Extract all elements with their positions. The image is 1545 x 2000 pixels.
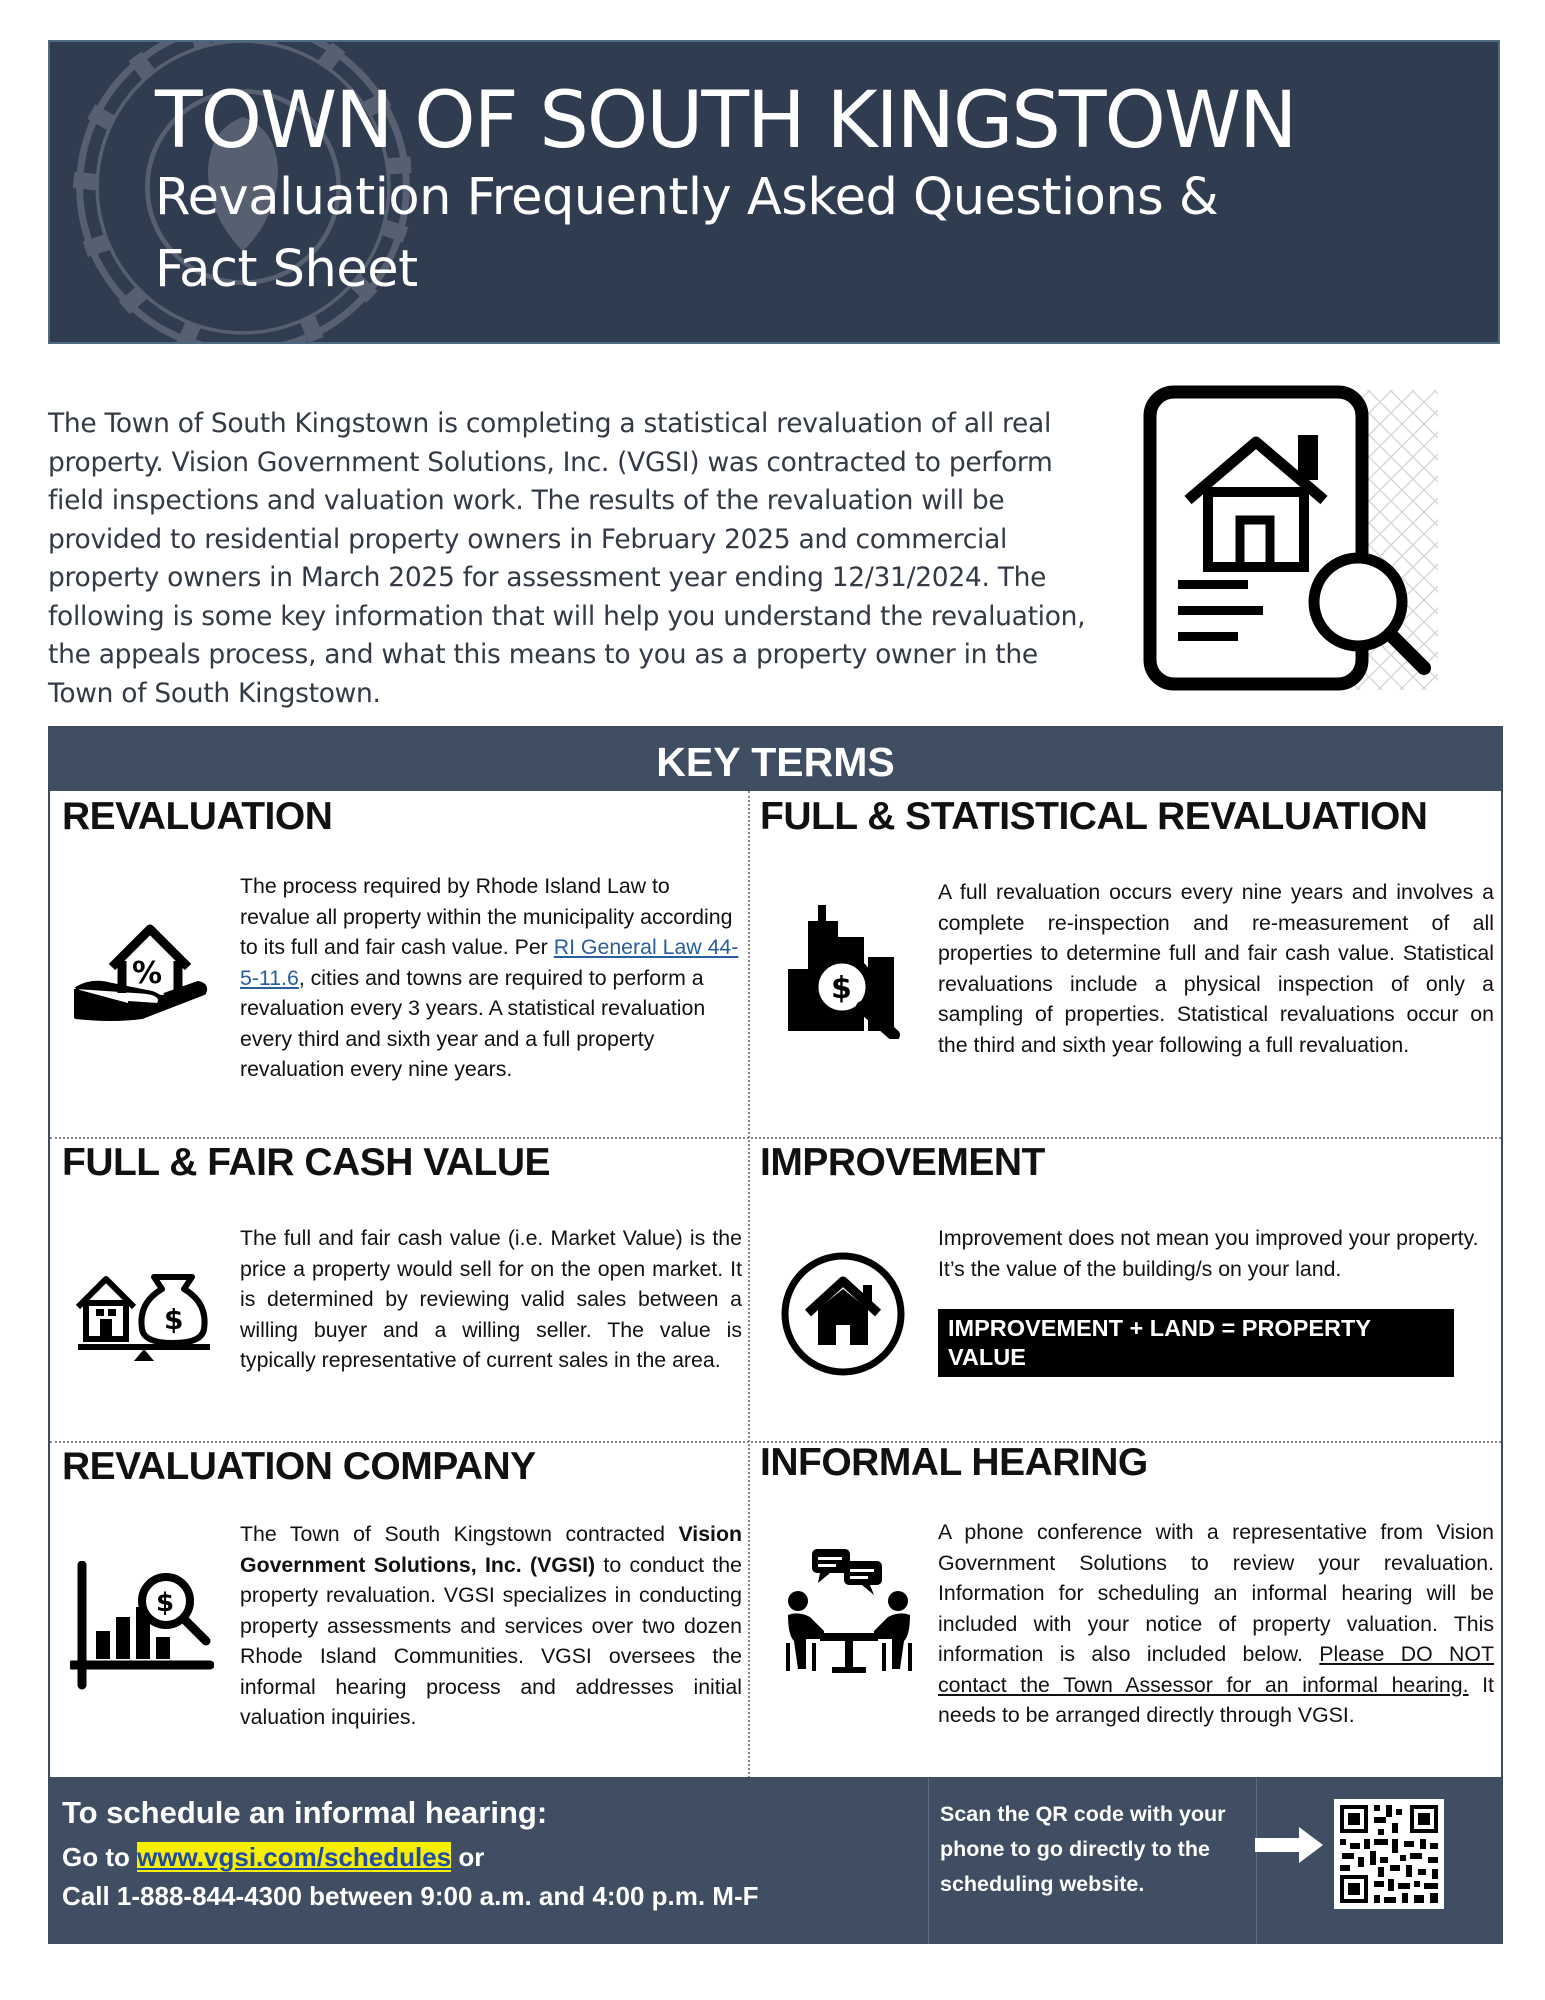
term-improvement bbox=[748, 1137, 1503, 1441]
ri-general-law-link[interactable]: RI General Law 44-5-11.6 bbox=[240, 935, 739, 990]
term-text: The process required by Rhode Island Law to revalue all property within the municipality according to its full and fair cash value. Per RI General Law 44-5-11.6, cities and towns are required to perform a revaluation every 3 years. A statistical revaluation every third and sixth year and a full property revaluation every nine years. bbox=[240, 874, 739, 1081]
term-title: FULL & FAIR CASH VALUE bbox=[62, 1141, 551, 1184]
qr-code-icon[interactable] bbox=[1334, 1799, 1444, 1909]
page-title: TOWN OF SOUTH KINGSTOWN bbox=[155, 76, 1296, 166]
term-text: A full revaluation occurs every nine years and involves a complete re-inspection and re-measurement of all properties to determine full and fair cash value. Statistical revaluations include a physical inspection of only a sampling of properties. Statistical revaluations occur on the third and sixth year following a full revaluation. bbox=[938, 880, 1494, 1057]
footer-divider bbox=[928, 1777, 929, 1944]
term-title: REVALUATION bbox=[62, 795, 333, 838]
term-text: A phone conference with a representative from Vision Government Solutions to review your revaluation. Information for scheduling an informal hearing will be included with your notice of property valuation. This information is also included below. Please DO NOT contact the Town Assessor for an informal hearing. It needs to be arranged directly through VGSI. bbox=[938, 1520, 1494, 1727]
svg-text:%: % bbox=[132, 956, 163, 991]
qr-instructions: Scan the QR code with your phone to go directly to the scheduling website. bbox=[940, 1802, 1226, 1896]
intro-paragraph: The Town of South Kingstown is completing a statistical revaluation of all real property. Vision Government Solutions, Inc. (VGSI) was contracted to perform field inspections and valuation work. The results of the revaluation will be provided to residential property owners in February 2025 and commercial property owners in March 2025 for assessment year ending 12/31/2024. The following is some key information that will help you understand the revaluation, the appeals process, and what this means to you as a property owner in the Town of South Kingstown. bbox=[48, 408, 1086, 709]
header-banner bbox=[48, 40, 1500, 344]
bar-chart-dollar-icon bbox=[70, 1561, 214, 1691]
term-title: IMPROVEMENT bbox=[760, 1141, 1045, 1184]
vgsi-schedules-link[interactable]: www.vgsi.com/schedules bbox=[137, 1842, 452, 1872]
term-title: INFORMAL HEARING bbox=[760, 1441, 1148, 1484]
term-text: The full and fair cash value (i.e. Market Value) is the price a property would sell for on the open market. It is determined by reviewing valid sales between a willing buyer and a willing seller. The value is typically representative of current sales in the area. bbox=[240, 1226, 742, 1372]
arrow-right-icon bbox=[1253, 1825, 1325, 1865]
property-value-formula: IMPROVEMENT + LAND = PROPERTY VALUE (Buildings) bbox=[938, 1309, 1454, 1377]
term-full-fair-cash-value bbox=[50, 1137, 748, 1441]
house-circle-icon bbox=[778, 1249, 908, 1379]
term-text: The Town of South Kingstown contracted Vision Government Solutions, Inc. (VGSI) to conduct the property revaluation. VGSI specializes in conducting property assessments and services over two dozen Rhode Island Communities. VGSI oversees the informal hearing process and addresses initial valuation inquiries. bbox=[240, 1522, 742, 1729]
meeting-chat-icon bbox=[784, 1545, 914, 1675]
svg-text:$: $ bbox=[831, 971, 852, 1006]
key-terms-section bbox=[48, 726, 1503, 1944]
schedule-phone-line: Call 1-888-844-4300 between 9:00 a.m. and 4:00 p.m. M-F bbox=[62, 1881, 759, 1911]
house-money-scale-icon bbox=[74, 1267, 214, 1365]
schedule-heading: To schedule an informal hearing: bbox=[62, 1795, 548, 1830]
term-full-statistical-revaluation bbox=[748, 791, 1503, 1137]
page-subtitle: Revaluation Frequently Asked Questions & Fact Sheet bbox=[155, 168, 1219, 299]
property-document-search-icon bbox=[1138, 380, 1448, 700]
svg-text:$: $ bbox=[156, 1588, 175, 1618]
term-title: FULL & STATISTICAL REVALUATION bbox=[760, 795, 1428, 838]
term-title: REVALUATION COMPANY bbox=[62, 1445, 536, 1488]
svg-text:$: $ bbox=[164, 1303, 184, 1336]
schedule-web-line: Go to www.vgsi.com/schedules or bbox=[62, 1842, 485, 1872]
term-revaluation bbox=[50, 791, 748, 1137]
term-text: Improvement does not mean you improved your property. It’s the value of the building/s on your land. bbox=[938, 1226, 1479, 1281]
schedule-footer bbox=[50, 1777, 1501, 1944]
key-terms-header: KEY TERMS bbox=[50, 728, 1501, 791]
buildings-dollar-magnifier-icon bbox=[782, 899, 912, 1039]
hand-house-percent-icon bbox=[72, 909, 208, 1024]
